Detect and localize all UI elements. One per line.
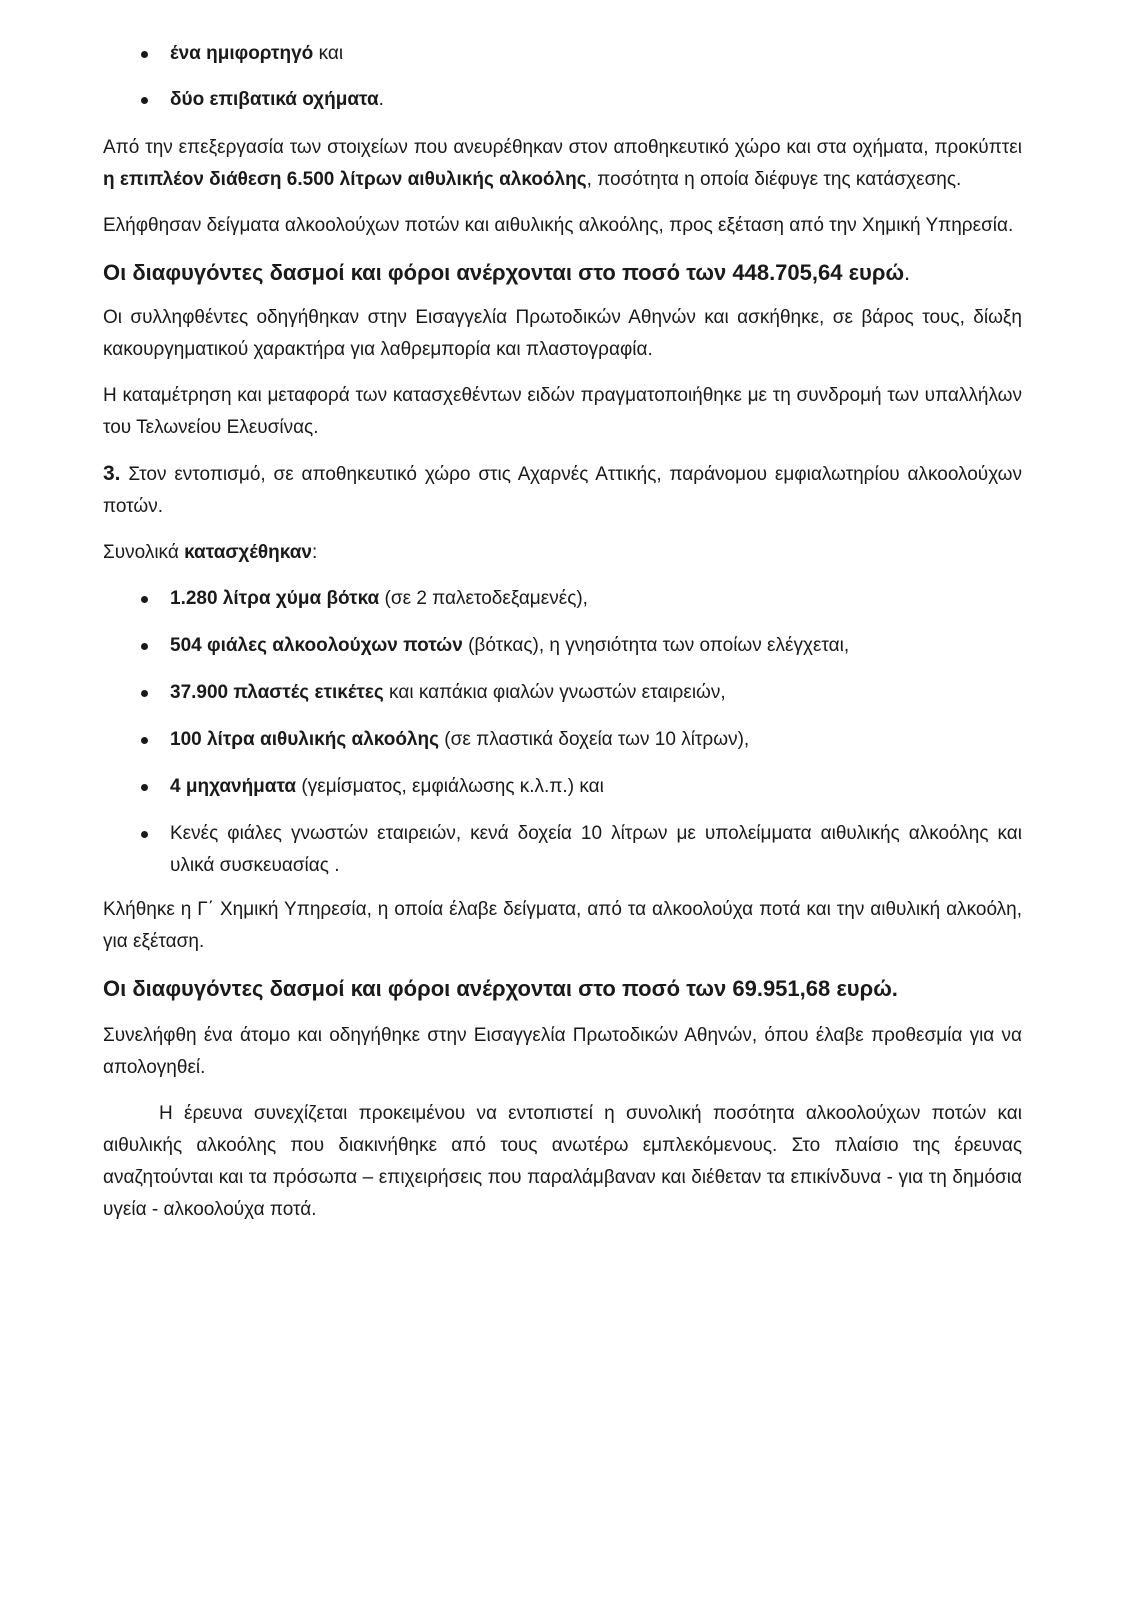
list-item <box>103 724 1022 756</box>
list-item <box>103 818 1022 882</box>
bullet-dot-icon <box>141 690 148 697</box>
paragraph: Κλήθηκε η Γ΄ Χημική Υπηρεσία, η οποία έλαβε δείγματα, από τα αλκοολούχα ποτά και την αιθυλική αλκοόλη, για εξέταση. <box>103 899 1022 952</box>
list-item-text: (σε πλαστικά δοχεία των 10 λίτρων), <box>439 729 750 750</box>
list-item-text: (σε 2 παλετοδεξαμενές), <box>379 588 588 609</box>
section-number: 3. <box>103 462 121 485</box>
paragraph-text: Συνολικά <box>103 542 185 563</box>
paragraph: Η καταμέτρηση και μεταφορά των κατασχεθέντων ειδών πραγματοποιήθηκε με τη συνδρομή των υπαλλήλων του Τελωνείου Ελευσίνας. <box>103 385 1022 438</box>
paragraph: Οι συλληφθέντες οδηγήθηκαν στην Εισαγγελία Πρωτοδικών Αθηνών και ασκήθηκε, σε βάρος τους, δίωξη κακουργηματικού χαρακτήρα για λαθρεμπορία και πλαστογραφία. <box>103 307 1022 360</box>
list-item-bold: 1.280 λίτρα χύμα βότκα <box>170 588 380 609</box>
list-item-bold: δύο επιβατικά οχήματα <box>170 89 379 110</box>
bullet-dot-icon <box>141 51 148 58</box>
bullet-dot-icon <box>141 737 148 744</box>
paragraph-text: Στον εντοπισμό, σε αποθηκευτικό χώρο στις Αχαρνές Αττικής, παράνομου εμφιαλωτηρίου αλκοολούχων ποτών. <box>103 464 1022 517</box>
list-item-bold: 4 μηχανήματα <box>170 776 297 797</box>
list-item-bold: 504 φιάλες αλκοολούχων ποτών <box>170 635 463 656</box>
paragraph-text: : <box>311 542 318 563</box>
tax-heading-end: . <box>904 260 911 285</box>
paragraph <box>103 132 1022 196</box>
paragraph-bold: κατασχέθηκαν <box>184 542 312 563</box>
list-item-text: και <box>313 43 344 64</box>
list-item-text: Κενές φιάλες γνωστών εταιρειών, κενά δοχεία 10 λίτρων με υπολείμματα αιθυλικής αλκοόλης και υλικά συσκευασίας . <box>170 823 1022 876</box>
paragraph-text: , ποσότητα η οποία διέφυγε της κατάσχεσης. <box>586 169 962 190</box>
tax-heading-1 <box>103 256 1022 290</box>
list-item-text: (γεμίσματος, εμφιάλωσης κ.λ.π.) και <box>296 776 604 797</box>
paragraph: Η έρευνα συνεχίζεται προκειμένου να εντοπιστεί η συνολική ποσότητα αλκοολούχων ποτών και αιθυλικής αλκοόλης που διακινήθηκε από τους ανωτέρω εμπλεκόμενους. Στο πλαίσιο της έρευνας αναζητούνται και τα πρόσωπα – επιχειρήσεις που παραλάμβαναν και διέθεταν τα επικίνδυνα - για τη δημόσια υγεία - αλκοολούχα ποτά. <box>103 1103 1022 1220</box>
list-item-text: . <box>378 89 384 110</box>
bullet-dot-icon <box>141 643 148 650</box>
list-item-bold: ένα ημιφορτηγό <box>170 43 314 64</box>
list-item <box>103 771 1022 803</box>
bullet-dot-icon <box>141 97 148 104</box>
bullet-dot-icon <box>141 831 148 838</box>
list-item <box>103 677 1022 709</box>
list-item <box>103 583 1022 615</box>
seized-intro <box>103 537 1022 569</box>
list-item <box>103 84 1022 116</box>
list-item-bold: 37.900 πλαστές ετικέτες <box>170 682 384 703</box>
tax-heading-2: Οι διαφυγόντες δασμοί και φόροι ανέρχονται στο ποσό των 69.951,68 ευρώ. <box>103 976 898 1001</box>
vehicle-list <box>103 38 1022 116</box>
tax-heading-text: Οι διαφυγόντες δασμοί και φόροι ανέρχονται στο ποσό των 448.705,64 ευρώ <box>103 260 905 285</box>
bullet-dot-icon <box>141 596 148 603</box>
paragraph-bold: η επιπλέον διάθεση 6.500 λίτρων αιθυλικής αλκοόλης <box>103 169 587 190</box>
paragraph-text: Από την επεξεργασία των στοιχείων που ανευρέθηκαν στον αποθηκευτικό χώρο και στα οχήματα, προκύπτει <box>103 137 1022 158</box>
section-3-paragraph <box>103 458 1022 523</box>
list-item-bold: 100 λίτρα αιθυλικής αλκοόλης <box>170 729 439 750</box>
list-item-text: (βότκας), η γνησιότητα των οποίων ελέγχεται, <box>462 635 850 656</box>
seized-items-list <box>103 583 1022 882</box>
paragraph: Ελήφθησαν δείγματα αλκοολούχων ποτών και αιθυλικής αλκοόλης, προς εξέταση από την Χημική Υπηρεσία. <box>103 215 1014 236</box>
paragraph: Συνελήφθη ένα άτομο και οδηγήθηκε στην Εισαγγελία Πρωτοδικών Αθηνών, όπου έλαβε προθεσμία για να απολογηθεί. <box>103 1025 1022 1078</box>
list-item <box>103 38 1022 70</box>
list-item-text: και καπάκια φιαλών γνωστών εταιρειών, <box>383 682 726 703</box>
bullet-dot-icon <box>141 784 148 791</box>
list-item <box>103 630 1022 662</box>
